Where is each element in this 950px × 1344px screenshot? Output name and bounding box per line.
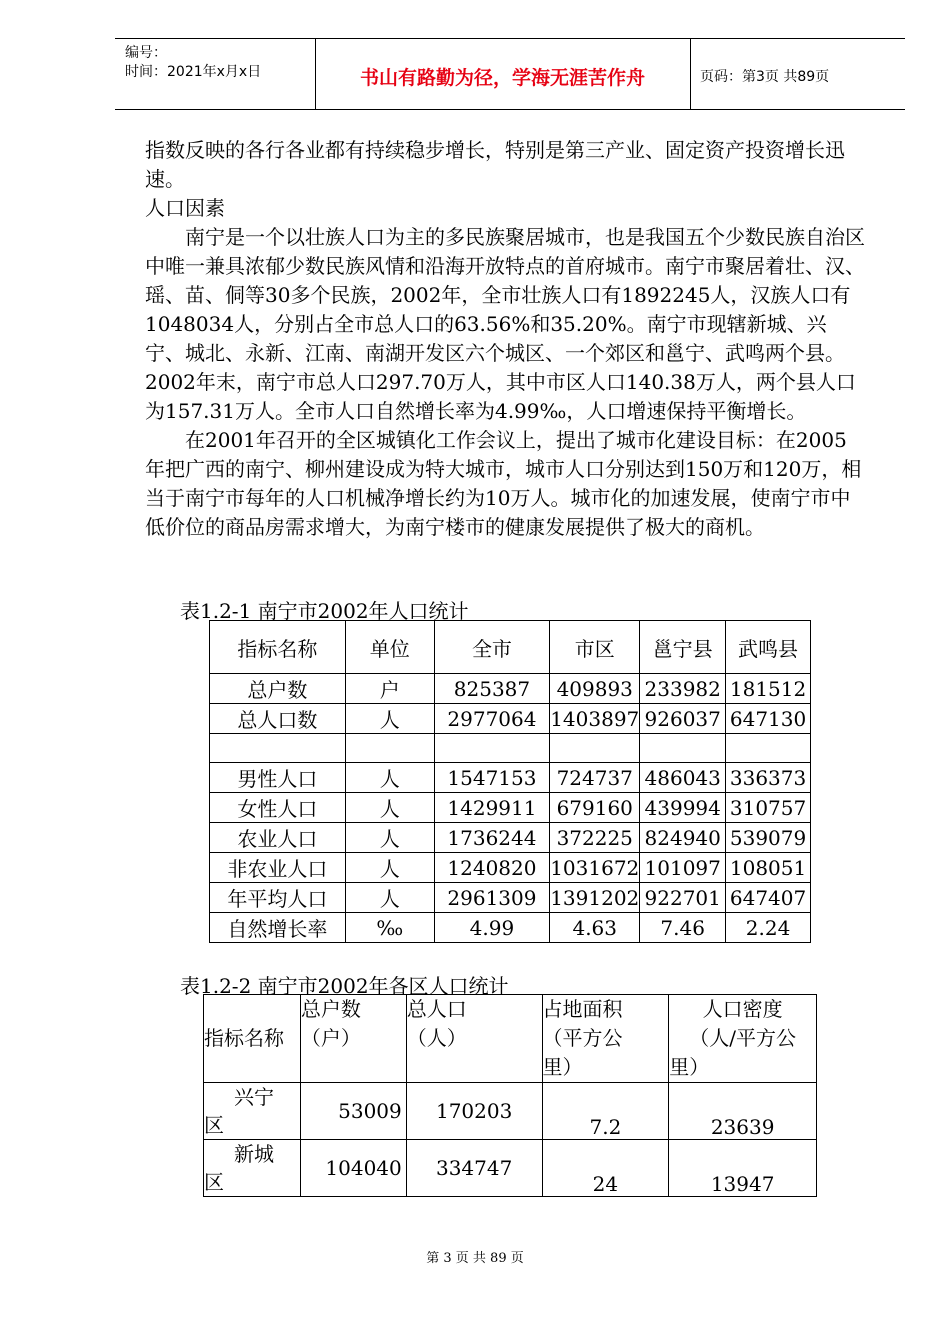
table-cell: 439994 <box>640 793 726 823</box>
district-name-cell <box>204 1140 301 1197</box>
column-header <box>669 995 817 1083</box>
table-row <box>204 1140 817 1197</box>
table-cell: 1031672 <box>550 853 640 883</box>
header-line: 里） <box>669 1055 710 1079</box>
table-cell <box>345 734 434 763</box>
header-line: 指标名称 <box>204 1026 284 1050</box>
table-cell: 总户数 <box>210 674 346 704</box>
table-cell: ‰ <box>345 913 434 943</box>
table-cell: 非农业人口 <box>210 853 346 883</box>
table-row <box>210 763 811 793</box>
table-cell: 2977064 <box>434 704 550 734</box>
table-cell: 825387 <box>434 674 550 704</box>
table2-caption: 表1.2-2 南宁市2002年各区人口统计 <box>180 974 509 998</box>
header-line: 人口密度 <box>702 997 783 1021</box>
time-label: 时间：2021年x月x日 <box>125 64 262 80</box>
table-cell: 人 <box>345 883 434 913</box>
header-meta <box>115 39 316 109</box>
column-header: 全市 <box>434 621 550 674</box>
header-page-cell <box>690 39 905 109</box>
header-motto: 书山有路勤为径，学海无涯苦作舟 <box>359 67 645 89</box>
district-name: 区 <box>204 1113 224 1137</box>
column-header <box>300 995 406 1083</box>
header-line: （人） <box>406 1026 467 1050</box>
paragraph: 指数反映的各行各业都有持续稳步增长，特别是第三产业、固定资产投资增长迅速。 <box>145 138 845 191</box>
table-row-empty <box>210 734 811 763</box>
table-cell: 女性人口 <box>210 793 346 823</box>
district-name: 兴宁 <box>234 1085 274 1109</box>
table-cell: 170203 <box>406 1083 542 1140</box>
table-header-row <box>210 621 811 674</box>
table-cell: 人 <box>345 793 434 823</box>
serial-label: 编号： <box>125 45 167 61</box>
header-line: （户） <box>300 1026 361 1050</box>
table-cell: 310757 <box>726 793 811 823</box>
district-name: 新城 <box>234 1142 274 1166</box>
table-cell: 人 <box>345 823 434 853</box>
table-cell: 农业人口 <box>210 823 346 853</box>
column-header <box>204 995 301 1083</box>
table-cell: 922701 <box>640 883 726 913</box>
table-cell <box>210 734 346 763</box>
paragraph: 南宁是一个以壮族人口为主的多民族聚居城市，也是我国五个少数民族自治区中唯一兼具浓郁少数民族风情和沿海开放特点的首府城市。南宁市聚居着壮、汉、瑶、苗、侗等30多个民族，2002年，全市壮族人口有1892245人，汉族人口有1048034人，分别占全市总人口的63.56%和35.20%。南宁市现辖新城、兴宁、城北、永新、江南、南湖开发区六个城区、一个郊区和邕宁、武鸣两个县。2002年末，南宁市总人口297.70万人，其中市区人口140.38万人，两个县人口为157.31万人。全市人口自然增长率为4.99‰，人口增速保持平衡增长。 <box>145 225 865 423</box>
table-cell <box>640 734 726 763</box>
table-header-row <box>204 995 817 1083</box>
header-line: 总人口 <box>406 997 467 1021</box>
table-cell: 7.2 <box>542 1083 669 1140</box>
column-header: 指标名称 <box>210 621 346 674</box>
column-header <box>406 995 542 1083</box>
table-cell: 人 <box>345 763 434 793</box>
table-cell: 1736244 <box>434 823 550 853</box>
table-cell <box>434 734 550 763</box>
table-cell: 2.24 <box>726 913 811 943</box>
table-cell: 23639 <box>669 1083 817 1140</box>
table-cell: 1391202 <box>550 883 640 913</box>
table-row <box>210 674 811 704</box>
table-cell: 409893 <box>550 674 640 704</box>
table-row <box>210 823 811 853</box>
table-row <box>210 793 811 823</box>
table-cell: 1240820 <box>434 853 550 883</box>
table-cell: 679160 <box>550 793 640 823</box>
header-line: （平方公 <box>542 1026 623 1050</box>
district-name-cell <box>204 1083 301 1140</box>
table-cell: 372225 <box>550 823 640 853</box>
table-row <box>210 704 811 734</box>
table-cell <box>550 734 640 763</box>
table-row <box>210 883 811 913</box>
column-header: 武鸣县 <box>726 621 811 674</box>
table-cell: 户 <box>345 674 434 704</box>
table-cell: 总人口数 <box>210 704 346 734</box>
header-line: （人/平方公 <box>689 1026 796 1050</box>
table-cell: 1403897 <box>550 704 640 734</box>
table-cell: 男性人口 <box>210 763 346 793</box>
district-name: 区 <box>204 1170 224 1194</box>
table-cell: 4.63 <box>550 913 640 943</box>
page-header <box>115 38 905 110</box>
table-row <box>210 853 811 883</box>
header-line: 里） <box>542 1055 583 1079</box>
table-cell: 926037 <box>640 704 726 734</box>
table-cell: 13947 <box>669 1140 817 1197</box>
table-cell: 人 <box>345 853 434 883</box>
header-line: 总户数 <box>300 997 361 1021</box>
body-text <box>145 136 865 542</box>
table-cell: 104040 <box>300 1140 406 1197</box>
population-table <box>209 620 811 943</box>
column-header <box>542 995 669 1083</box>
table-cell: 24 <box>542 1140 669 1197</box>
table-cell: 101097 <box>640 853 726 883</box>
table1-caption: 表1.2-1 南宁市2002年人口统计 <box>180 599 469 623</box>
table-cell: 181512 <box>726 674 811 704</box>
table-cell: 334747 <box>406 1140 542 1197</box>
table-cell: 1547153 <box>434 763 550 793</box>
column-header: 市区 <box>550 621 640 674</box>
table-cell: 647130 <box>726 704 811 734</box>
table-cell: 年平均人口 <box>210 883 346 913</box>
table-cell: 2961309 <box>434 883 550 913</box>
table-cell: 486043 <box>640 763 726 793</box>
table-cell: 自然增长率 <box>210 913 346 943</box>
header-line: 占地面积 <box>542 997 623 1021</box>
header-page-info: 页码：第3页 共89页 <box>700 69 830 85</box>
table-cell: 1429911 <box>434 793 550 823</box>
table-row <box>204 1083 817 1140</box>
column-header: 单位 <box>345 621 434 674</box>
table-cell: 233982 <box>640 674 726 704</box>
section-heading: 人口因素 <box>145 196 225 220</box>
table-cell: 4.99 <box>434 913 550 943</box>
table-cell: 336373 <box>726 763 811 793</box>
table-cell: 724737 <box>550 763 640 793</box>
table-cell: 647407 <box>726 883 811 913</box>
table-cell <box>726 734 811 763</box>
paragraph: 在2001年召开的全区城镇化工作会议上，提出了城市化建设目标：在2005年把广西的南宁、柳州建设成为特大城市，城市人口分别达到150万和120万，相当于南宁市每年的人口机械净增长约为10万人。城市化的加速发展，使南宁市中低价位的商品房需求增大，为南宁楼市的健康发展提供了极大的商机。 <box>145 428 862 539</box>
column-header: 邕宁县 <box>640 621 726 674</box>
table-cell: 7.46 <box>640 913 726 943</box>
header-motto-cell <box>315 39 691 109</box>
district-population-table <box>203 994 817 1197</box>
table-cell: 824940 <box>640 823 726 853</box>
table-cell: 人 <box>345 704 434 734</box>
table-cell: 108051 <box>726 853 811 883</box>
table-cell: 53009 <box>300 1083 406 1140</box>
table-row <box>210 913 811 943</box>
page-footer: 第 3 页 共 89 页 <box>426 1251 524 1266</box>
table-cell: 539079 <box>726 823 811 853</box>
